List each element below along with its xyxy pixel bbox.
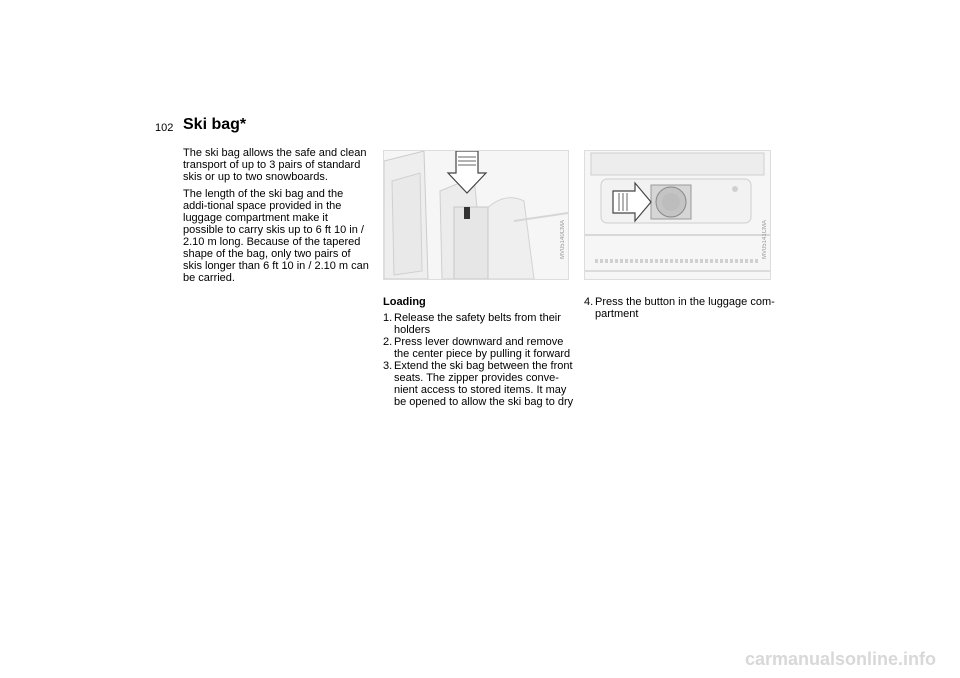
step-number: 4. — [584, 296, 594, 308]
image-code: MV05140CMA — [560, 219, 566, 259]
page-number: 102 — [155, 122, 174, 134]
loading-steps — [383, 312, 579, 408]
step-text: Extend the ski bag between the front seats. The zipper provides conve-nient access to stored items. It may be opened to allow the ski bag to dry — [394, 360, 574, 408]
image-code: MV05141CMA — [762, 219, 768, 259]
step-number: 1. — [383, 312, 393, 324]
step-text: Release the safety belts from their holders — [394, 312, 561, 336]
list-item — [383, 312, 579, 336]
intro-text — [183, 147, 369, 289]
intro-paragraph-2: The length of the ski bag and the addi-tional space provided in the luggage compartment make it possible to carry skis up to 6 ft 10 in / 2.10 m long. Because of the tapered shape of the bag, only two pairs of skis longer than 6 ft 10 in / 2.10 m can be carried. — [183, 188, 369, 284]
step-number: 3. — [383, 360, 393, 372]
loading-heading: Loading — [383, 296, 426, 308]
list-item — [383, 336, 579, 360]
intro-paragraph-1: The ski bag allows the safe and clean transport of up to 3 pairs of standard skis or up to two snowboards. — [183, 147, 367, 183]
step-number: 2. — [383, 336, 393, 348]
list-item — [584, 296, 784, 320]
luggage-button-photo — [584, 150, 771, 280]
list-item — [383, 360, 579, 408]
seat-lever-photo — [383, 150, 569, 280]
watermark: carmanualsonline.info — [744, 649, 936, 669]
step-text: Press lever downward and remove the center piece by pulling it forward — [394, 336, 571, 360]
loading-steps-continued — [584, 296, 784, 320]
page-title: Ski bag* — [183, 116, 247, 133]
step-text: Press the button in the luggage com-partment — [595, 296, 775, 320]
